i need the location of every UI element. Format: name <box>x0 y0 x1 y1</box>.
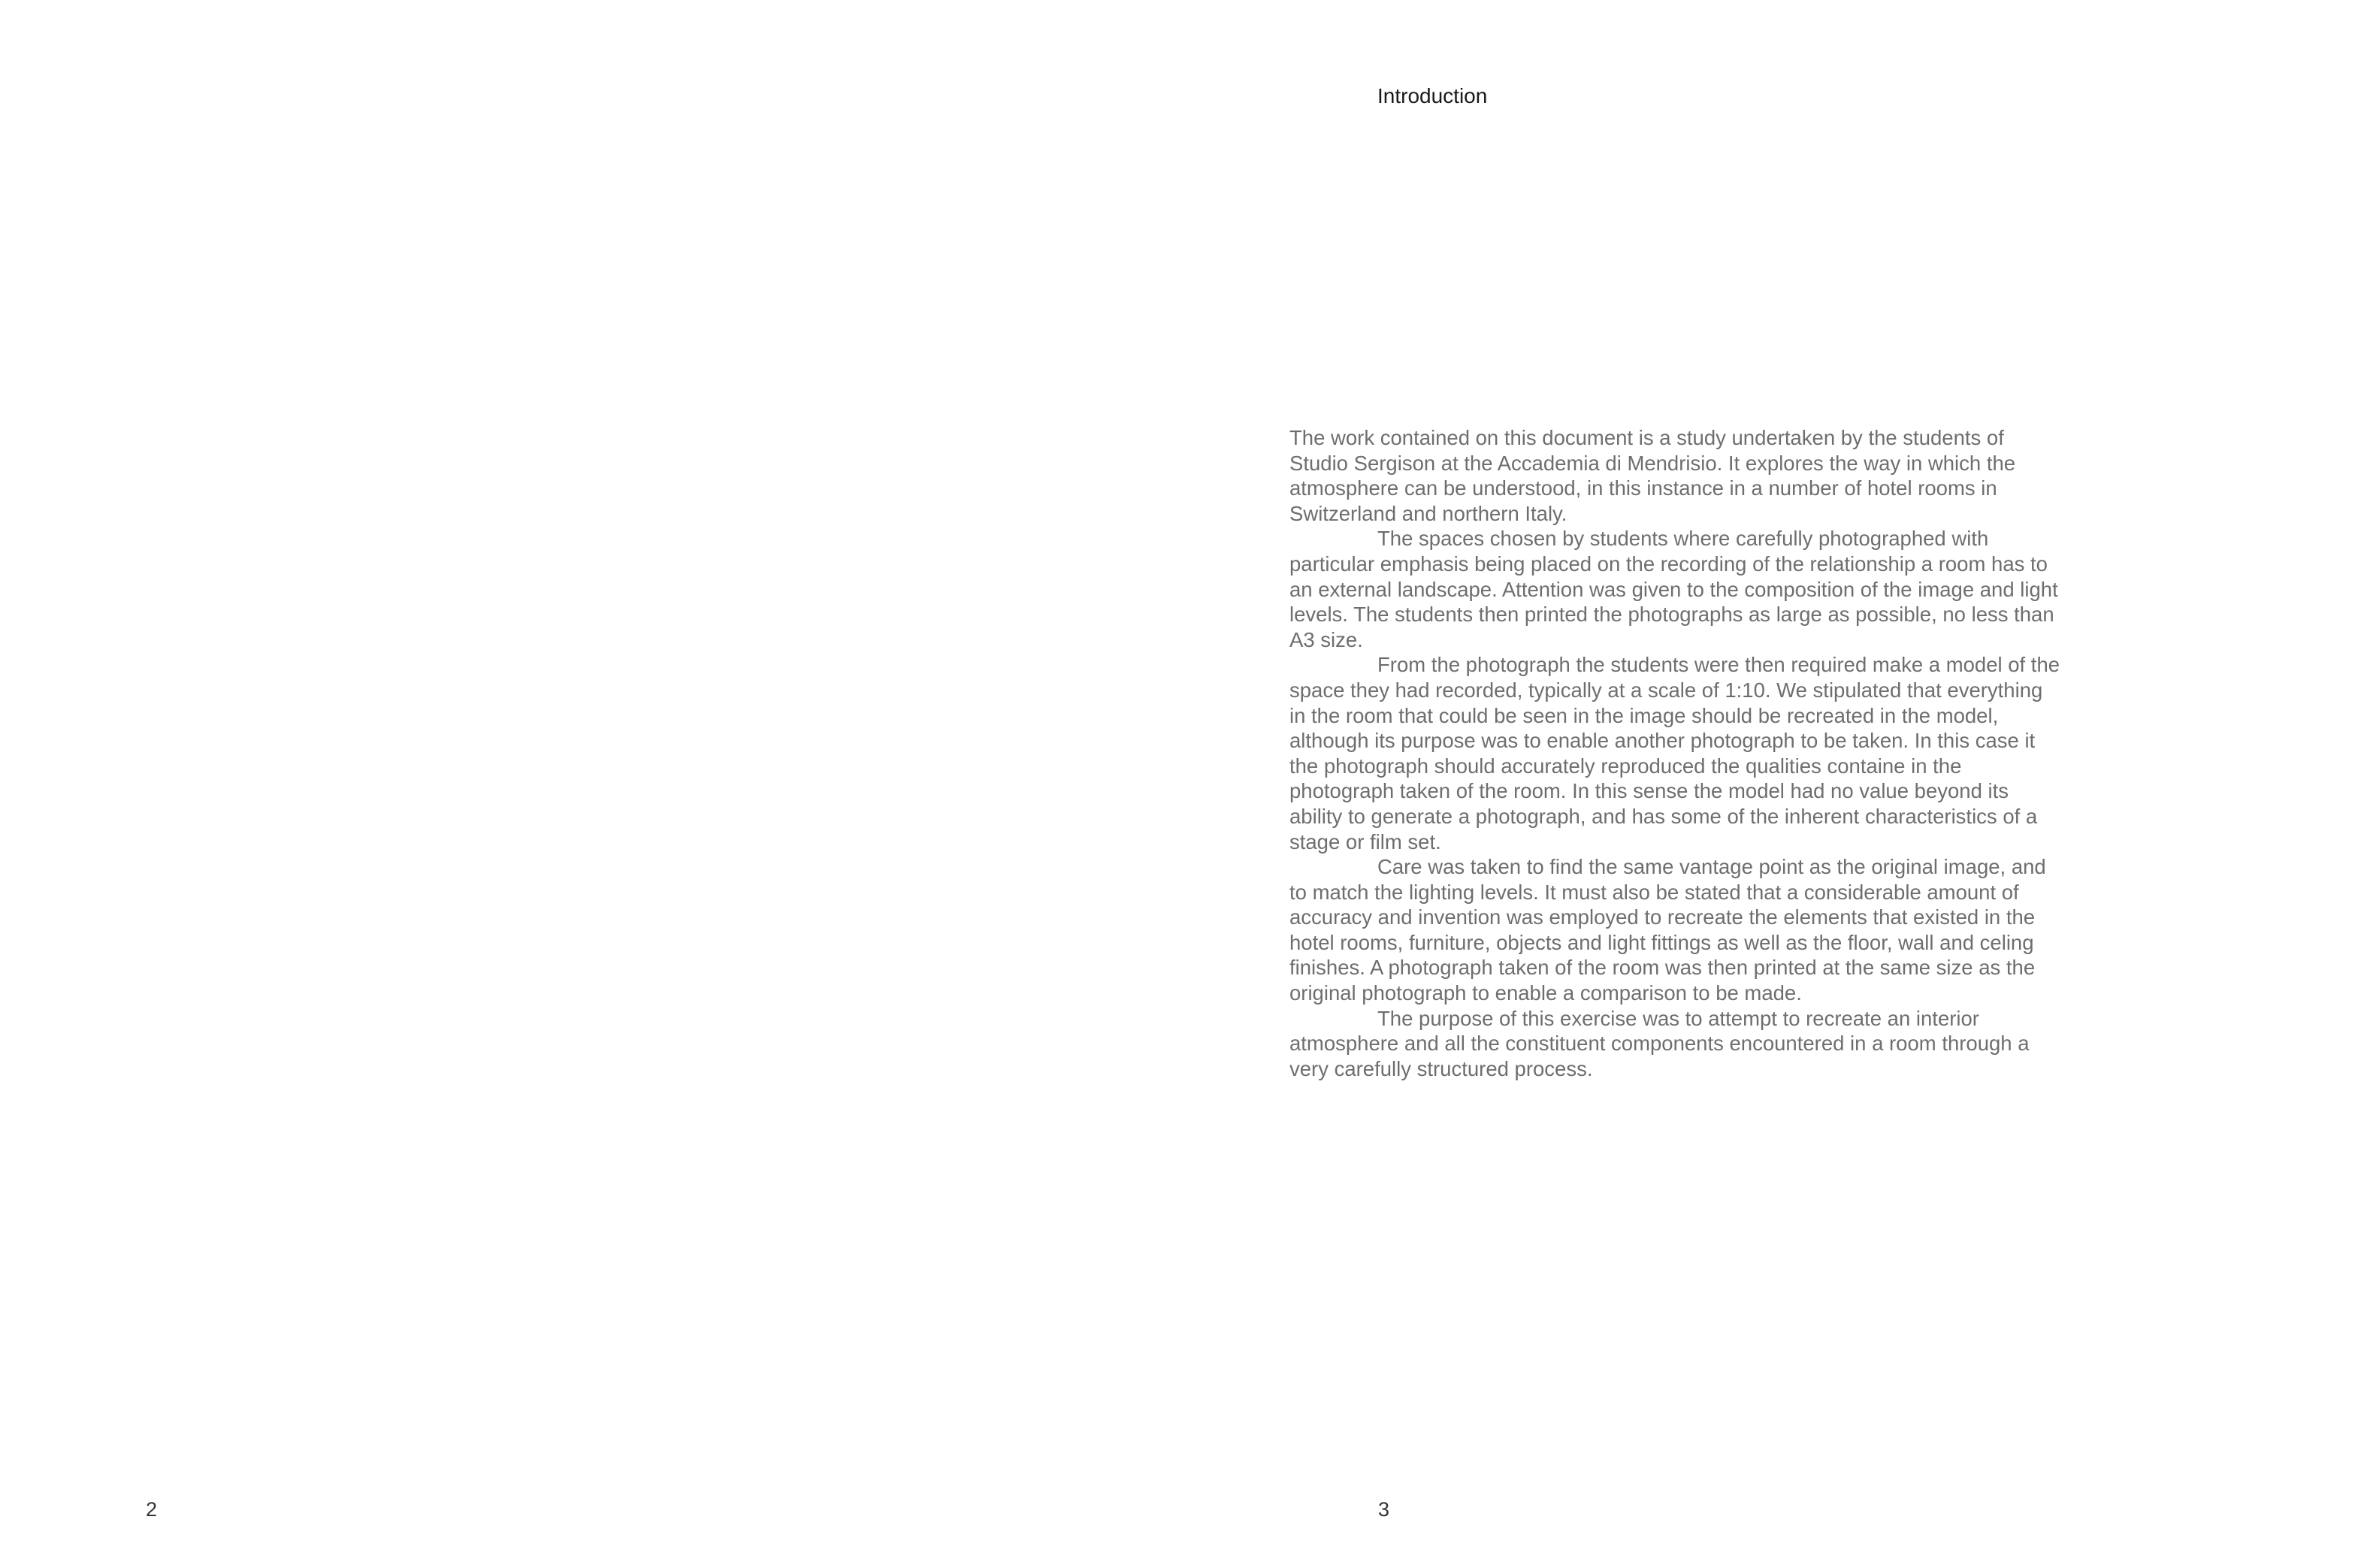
paragraph-3: From the photograph the students were then required make a model of the space they had recorded, typically at a scale of 1:10. We stipulated that everything in the room that could be seen in the image should be recreated in the model, although its purpose was to enable another photograph to be taken. In this case it the photograph should accurately reproduced the qualities containe in the photograph taken of the room. In this sense the model had no value beyond its ability to generate a photograph, and has some of the inherent characteristics of a stage or film set. <box>1289 653 2060 853</box>
section-title: Introduction <box>1377 84 1488 107</box>
paragraph-1: The work contained on this document is a study undertaken by the students of Studio Sergison at the Accademia di Mendrisio. It explores the way in which the atmosphere can be understood, in this instance in a number of hotel rooms in Switzerland and northern Italy. <box>1289 426 2016 525</box>
paragraph-4: Care was taken to find the same vantage point as the original image, and to match the lighting levels. It must also be stated that a considerable amount of accuracy and invention was employed to recreate the elements that existed in the hotel rooms, furniture, objects and light fittings as well as the floor, wall and celing finishes. A photograph taken of the room was then printed at the same size as the original photograph to enable a comparison to be made. <box>1289 855 2046 1005</box>
paragraph-2: The spaces chosen by students where carefully photographed with particular emphasis being placed on the recording of the relationship a room has to an external landscape. Attention was given to the composition of the image and light levels. The students then printed the photographs as large as possible, no less than A3 size. <box>1289 527 2058 651</box>
page-number-left: 2 <box>146 1498 158 1521</box>
page-number-right: 3 <box>1378 1498 1390 1521</box>
paragraph-5: The purpose of this exercise was to attempt to recreate an interior atmosphere and all the constituent components encountered in a room through a very carefully structured process. <box>1289 1006 2030 1080</box>
body-text <box>1289 425 2063 1081</box>
